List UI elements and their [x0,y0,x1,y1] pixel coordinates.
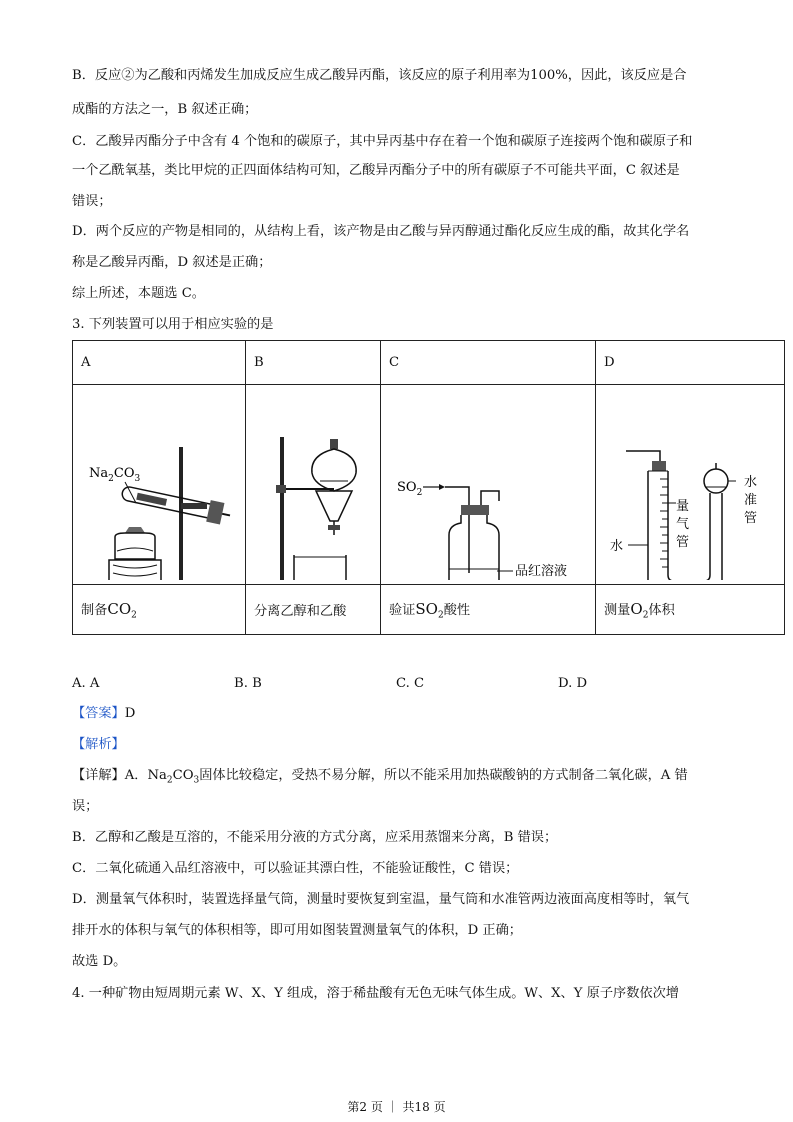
page-footer: 第2 页 ｜ 共18 页 [347,1100,446,1114]
option-d: D. D [558,676,588,691]
label-shuizhun-2: 准 [744,493,758,508]
detail-a2: 误； [72,799,99,814]
caption-a: 制备$CO_2$ [73,585,246,635]
caption-d: 测量$O_2$体积 [596,585,785,635]
analysis-tag: 【解析】 [72,737,125,752]
caption-b: 分离乙醇和乙酸 [246,585,381,635]
label-shuizhun-1: 水 [744,475,758,490]
label-na: Na [89,466,109,481]
caption-c: 验证$SO_2$酸性 [381,585,596,635]
label-shuizhun-3: 管 [744,511,758,526]
detail-d2: 排开水的体积与氧气的体积相等，即可用如图装置测量氧气的体积，D 正确； [72,923,522,938]
label-liangqi-2: 气 [676,517,690,532]
apparatus-b [246,385,381,585]
apparatus-c [381,385,596,585]
label-liangqi-3: 管 [676,535,690,550]
label-so2: $SO_2$ [397,480,423,498]
line-c3: 错误； [72,194,112,209]
question-4: 4. 一种矿物由短周期元素 W、X、Y 组成，溶于稀盐酸有无色无味气体生成。W、X、Y 原子序数依次增 [72,986,679,1001]
header-a: A [73,341,246,385]
line-b1: B．反应②为乙酸和丙烯发生加成反应生成乙酸异丙酯，该反应的原子利用率为100%，因此，该反应是合 [72,68,687,83]
header-b: B [246,341,381,385]
line-c1: C．乙酸异丙酯分子中含有 4 个饱和的碳原子，其中异丙基中存在着一个饱和碳原子连接两个饱和碳原子和 [72,134,693,149]
line-c2: 一个乙酰氧基，类比甲烷的正四面体结构可知，乙酸异丙酯分子中的所有碳原子不可能共平面，C 叙述是 [72,163,680,178]
header-d: D [596,341,785,385]
apparatus-a [73,385,246,585]
svg-text:Na2CO3: $Na_2CO_3$ [89,466,141,484]
option-b: B. B [234,676,262,691]
detail-b: B．乙醇和乙酸是互溶的，不能采用分液的方式分离，应采用蒸馏来分离，B 错误； [72,830,558,845]
line-d1: D．两个反应的产物是相同的，从结构上看，该产物是由乙酸与异丙醇通过酯化反应生成的酯，故其化学名 [72,224,690,239]
detail-c: C．二氧化硫通入品红溶液中，可以验证其漂白性，不能验证酸性，C 错误； [72,861,519,876]
detail-d1: D．测量氧气体积时，装置选择量气筒，测量时要恢复到室温，量气筒和水准管两边液面高度相等时，氧气 [72,892,690,907]
label-pinhong: 品红溶液 [515,564,568,579]
answer-tag: 【答案】 [72,706,125,721]
line-b2: 成酯的方法之一，B 叙述正确； [72,102,258,117]
apparatus-d [596,385,785,585]
apparatus-table [72,340,785,635]
detail-final: 故选 D。 [72,954,127,969]
label-liangqi-1: 量 [676,499,690,514]
line-d2: 称是乙酸异丙酯，D 叙述是正确； [72,255,272,270]
label-water: 水 [610,539,624,554]
line-summary: 综上所述，本题选 C。 [72,286,205,301]
answer-line [72,704,732,724]
detail-a1: 【详解】A．$Na_2CO_3$固体比较稳定，受热不易分解，所以不能采用加热碳酸钠的方式制备二氧化碳，A 错 [72,768,688,786]
option-c: C. C [396,676,425,691]
option-a: A. A [72,676,100,691]
question-3: 3. 下列装置可以用于相应实验的是 [72,317,274,332]
header-c: C [381,341,596,385]
answer-value: D [124,706,136,721]
